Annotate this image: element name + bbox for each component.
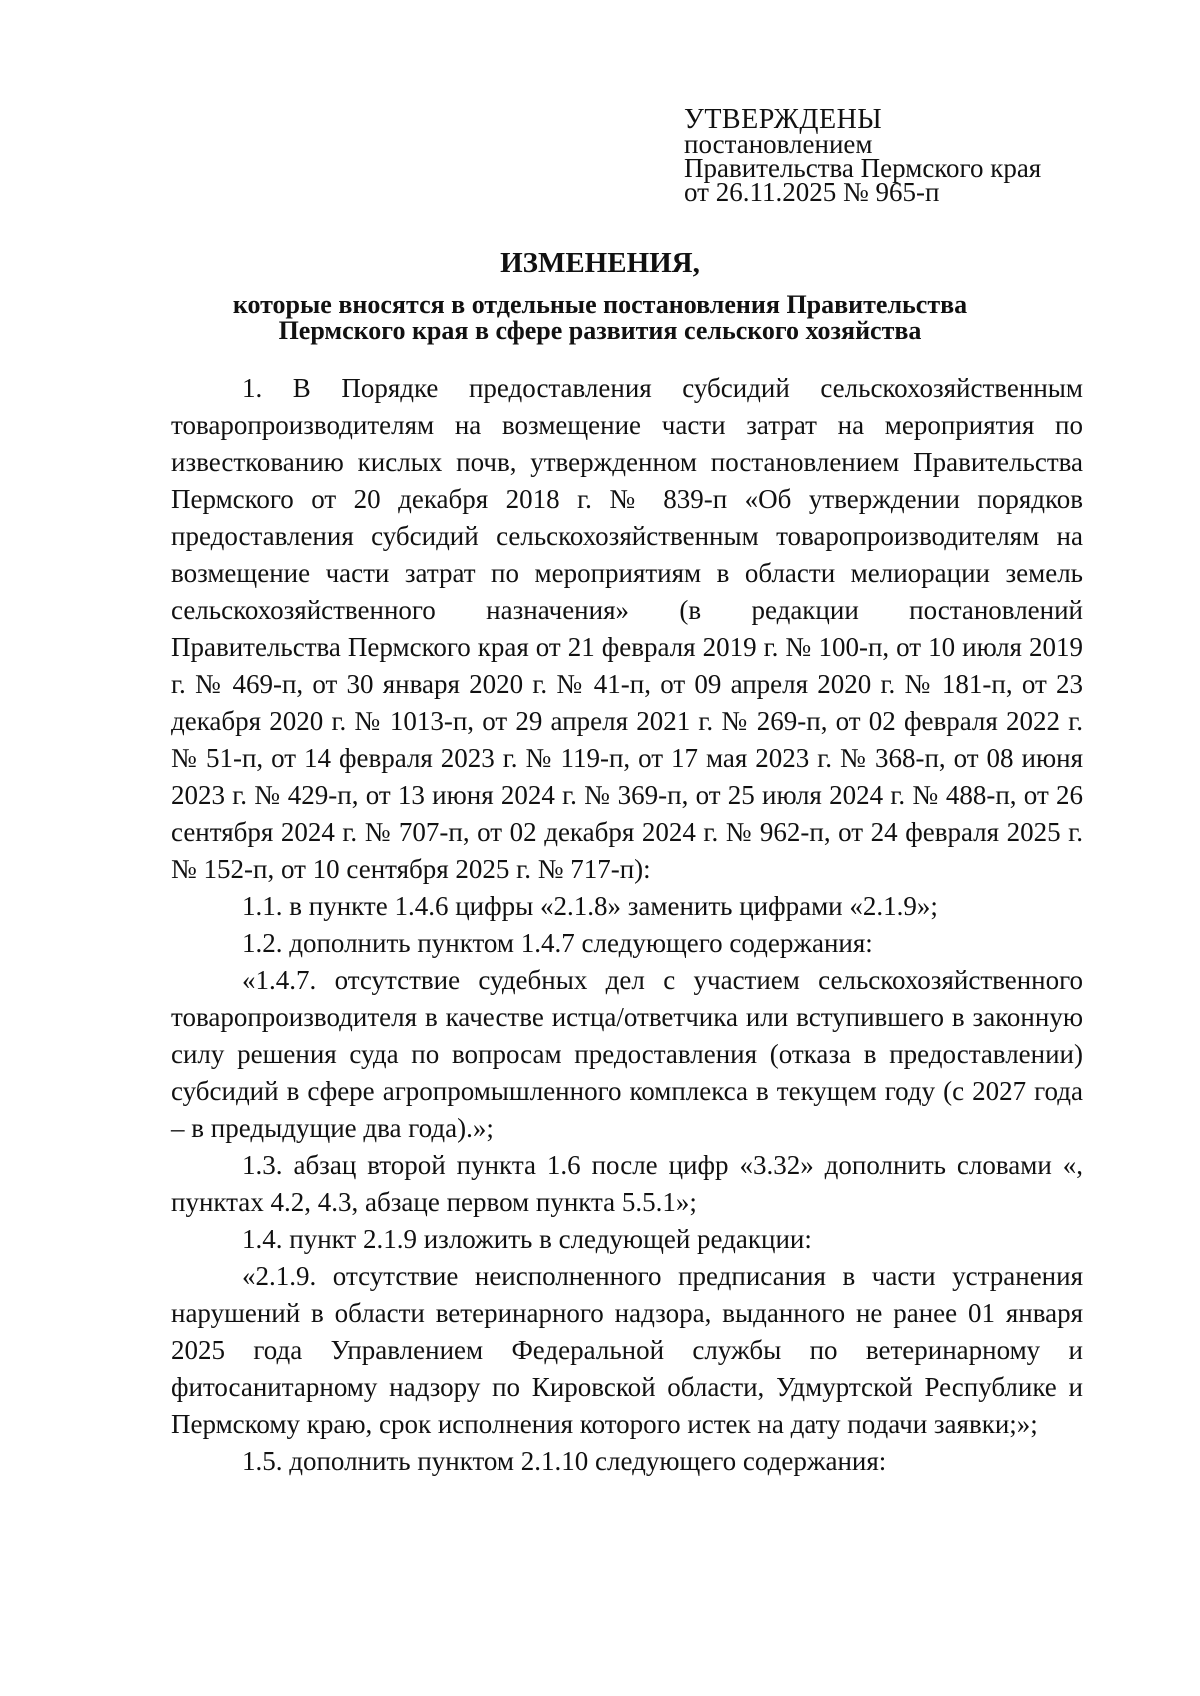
- approval-stamp: [684, 104, 1104, 207]
- paragraph-1-5: 1.5. дополнить пунктом 2.1.10 следующего содержания:: [242, 1446, 887, 1476]
- document-title: ИЗМЕНЕНИЯ,: [500, 247, 700, 279]
- approval-line-3: от 26.11.2025 № 965-п: [684, 177, 940, 207]
- approval-line-1: постановлением: [684, 129, 873, 159]
- paragraph-1-4: 1.4. пункт 2.1.9 изложить в следующей редакции:: [242, 1224, 812, 1254]
- paragraph-1-3: 1.3. абзац второй пункта 1.6 после цифр «3.32» дополнить словами «, пунктах 4.2, 4.3, абзаце первом пункта 5.5.1»;: [171, 1150, 1083, 1217]
- paragraph-1-4-7: «1.4.7. отсутствие судебных дел с участием сельскохозяйственного товаропроизводителя в качестве истца/ответчика или вступившего в законную силу решения суда по вопросам предоставления (отказа в предоставлении) субсидий в сфере агропромышленного комплекса в текущем году (с 2027 года – в предыдущие два года).»;: [171, 965, 1083, 1143]
- paragraph-1-2: 1.2. дополнить пунктом 1.4.7 следующего содержания:: [242, 928, 873, 958]
- document-subtitle-line-1: которые вносятся в отдельные постановления Правительства: [232, 290, 968, 319]
- document-subtitle: [150, 292, 1050, 344]
- paragraph-1: 1. В Порядке предоставления субсидий сельскохозяйственным товаропроизводителям на возмещение части затрат на мероприятия по известкованию кислых почв, утвержденном постановлением Правительства Пермского от 20 декабря 2018 г. № 839-п «Об утверждении порядков предоставления субсидий сельскохозяйственным товаропроизводителям на возмещение части затрат по мероприятиям в области мелиорации земель сельскохозяйственного назначения» (в редакции постановлений Правительства Пермского края от 21 февраля 2019 г. № 100-п, от 10 июля 2019 г. № 469-п, от 30 января 2020 г. № 41-п, от 09 апреля 2020 г. № 181-п, от 23 декабря 2020 г. № 1013-п, от 29 апреля 2021 г. № 269-п, от 02 февраля 2022 г. № 51-п, от 14 февраля 2023 г. № 119-п, от 17 мая 2023 г. № 368-п, от 08 июня 2023 г. № 429-п, от 13 июня 2024 г. № 369-п, от 25 июля 2024 г. № 488-п, от 26 сентября 2024 г. № 707-п, от 02 декабря 2024 г. № 962-п, от 24 февраля 2025 г. № 152-п, от 10 сентября 2025 г. № 717-п):: [171, 373, 1083, 884]
- approval-line-2: Правительства Пермского края: [684, 153, 1042, 183]
- paragraph-1-1: 1.1. в пункте 1.4.6 цифры «2.1.8» заменить цифрами «2.1.9»;: [242, 891, 938, 921]
- approval-title: УТВЕРЖДЕНЫ: [684, 104, 883, 135]
- document-subtitle-line-2: Пермского края в сфере развития сельского хозяйства: [278, 316, 922, 345]
- paragraph-2-1-9: «2.1.9. отсутствие неисполненного предписания в части устранения нарушений в области ветеринарного надзора, выданного не ранее 01 января 2025 года Управлением Федеральной службы по ветеринарному и фитосанитарному надзору по Кировской области, Удмуртской Республике и Пермскому краю, срок исполнения которого истек на дату подачи заявки;»;: [171, 1261, 1083, 1439]
- document-body: [171, 370, 1083, 1480]
